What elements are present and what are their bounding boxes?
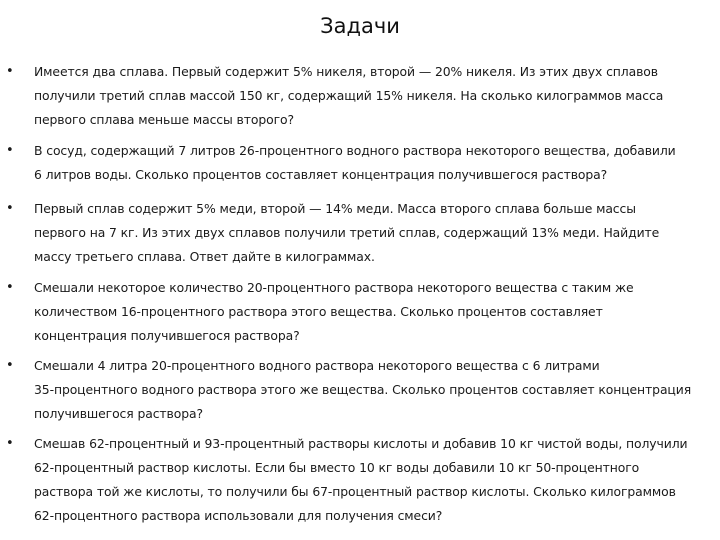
bullet: • (6, 64, 14, 79)
text-line: массу третьего сплава. Ответ дайте в килограммах. (34, 249, 375, 264)
bullet: • (6, 143, 14, 158)
text-line: Смешали 4 литра 20-процентного водного раствора некоторого вещества с 6 литрами (34, 358, 600, 373)
problem-text (34, 432, 710, 528)
text-line: 62-процентный раствор кислоты. Если бы вместо 10 кг воды добавили 10 кг 50-процентного (34, 460, 640, 475)
bullet: • (6, 280, 14, 295)
problem-text (34, 276, 710, 348)
text-line: получили третий сплав массой 150 кг, содержащий 15% никеля. На сколько килограммов масса (34, 88, 664, 103)
text-line: Первый сплав содержит 5% меди, второй — 14% меди. Масса второго сплава больше массы (34, 201, 636, 216)
text-line: первого сплава меньше массы второго? (34, 112, 294, 127)
text-line: Имеется два сплава. Первый содержит 5% никеля, второй — 20% никеля. Из этих двух сплавов (34, 64, 658, 79)
bullet: • (6, 358, 14, 373)
problem-text (34, 60, 710, 132)
text-line: 35-процентного водного раствора этого же вещества. Сколько процентов составляет концентрация (34, 382, 692, 397)
problem-text (34, 197, 710, 269)
text-line: получившегося раствора? (34, 406, 203, 421)
text-line: количеством 16-процентного раствора этого вещества. Сколько процентов составляет (34, 304, 603, 319)
text-line: первого на 7 кг. Из этих двух сплавов получили третий сплав, содержащий 13% меди. Найдите (34, 225, 660, 240)
text-line: 62-процентного раствора использовали для получения смеси? (34, 508, 443, 523)
text-line: 6 литров воды. Сколько процентов составляет концентрация получившегося раствора? (34, 167, 608, 182)
text-line: Смешав 62-процентный и 93-процентный растворы кислоты и добавив 10 кг чистой воды, получили (34, 436, 688, 451)
problem-text (34, 354, 710, 426)
bullet: • (6, 201, 14, 216)
problem-text (34, 139, 710, 187)
text-line: Смешали некоторое количество 20-процентного раствора некоторого вещества с таким же (34, 280, 634, 295)
bullet: • (6, 436, 14, 451)
text-line: В сосуд, содержащий 7 литров 26-процентного водного раствора некоторого вещества, добавили (34, 143, 676, 158)
text-line: концентрация получившегося раствора? (34, 328, 300, 343)
page-title: Задачи (320, 14, 400, 38)
text-line: раствора той же кислоты, то получили бы 67-процентный раствор кислоты. Сколько килограммов (34, 484, 676, 499)
